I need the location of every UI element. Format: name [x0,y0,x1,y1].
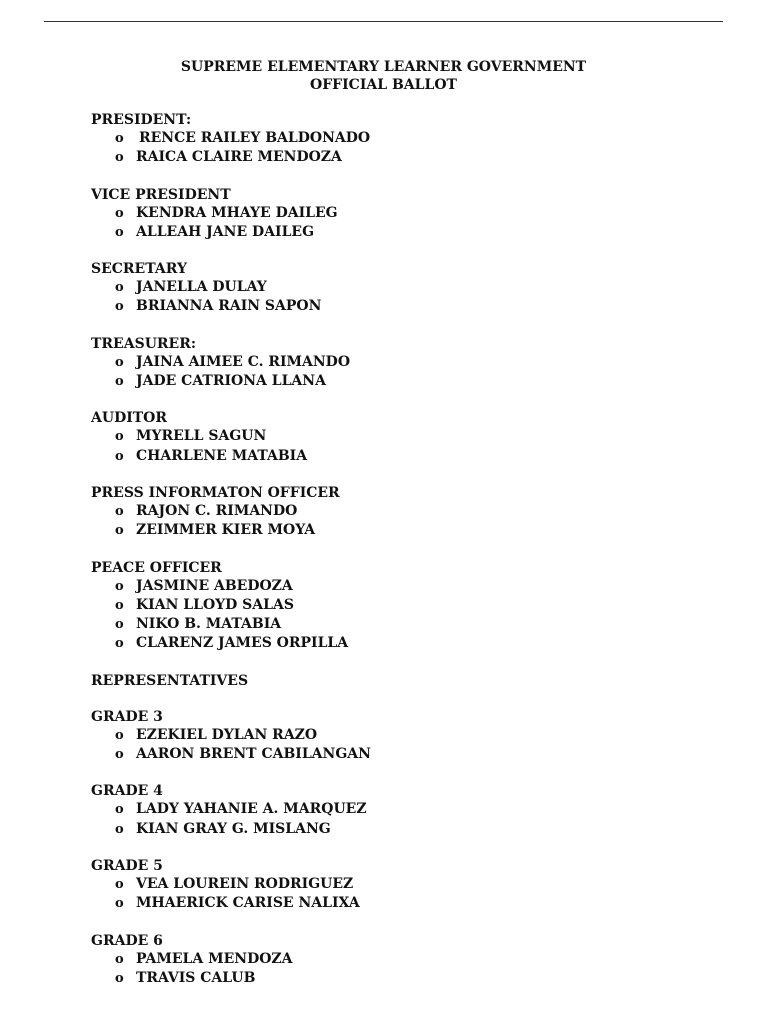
candidate-item [91,969,691,988]
ballot-sections [91,111,691,988]
candidate-name: MYRELL SAGUN [136,428,267,445]
section-heading: GRADE 3 [91,708,163,725]
candidate-name: AARON BRENT CABILANGAN [136,746,371,763]
section-heading: TREASURER: [91,335,197,352]
bullet-circle-icon: o [115,802,124,818]
ballot-section [91,409,691,466]
candidate-item [91,427,691,446]
bullet-circle-icon: o [115,503,124,519]
ballot-title-line-1: SUPREME ELEMENTARY LEARNER GOVERNMENT [180,59,587,75]
candidate-name: JAINA AIMEE C. RIMANDO [136,353,351,370]
bullet-circle-icon: o [115,224,124,240]
candidate-name: CLARENZ JAMES ORPILLA [136,635,349,652]
section-heading: PRESS INFORMATON OFFICER [91,484,340,501]
section-heading: VICE PRESIDENT [91,186,231,203]
bullet-circle-icon: o [115,617,124,633]
bullet-circle-icon: o [115,747,124,763]
candidate-name: JADE CATRIONA LLANA [136,373,326,390]
candidate-name: NIKO B. MATABIA [136,616,282,633]
candidate-name: LADY YAHANIE A. MARQUEZ [136,801,367,818]
candidate-name: CHARLENE MATABIA [136,447,308,464]
ballot-section [91,484,691,541]
candidate-item [91,894,691,913]
bullet-circle-icon: o [115,821,124,837]
candidate-item [91,745,691,764]
candidate-item [91,353,691,372]
candidate-item [91,372,691,391]
candidate-item [91,148,691,167]
candidate-item [91,447,691,466]
candidate-name: KENDRA MHAYE DAILEG [136,204,338,221]
ballot-title [91,58,676,94]
top-horizontal-rule [44,21,723,22]
candidate-item [91,800,691,819]
candidate-name: BRIANNA RAIN SAPON [136,298,322,315]
candidate-name: RAICA CLAIRE MENDOZA [136,149,342,166]
ballot-section [91,672,691,690]
bullet-circle-icon: o [115,578,124,594]
bullet-circle-icon: o [115,597,124,613]
section-heading: GRADE 6 [91,932,163,949]
ballot-section [91,260,691,317]
bullet-circle-icon: o [115,354,124,370]
candidate-name: ALLEAH JANE DAILEG [136,223,315,240]
candidate-item [91,297,691,316]
bullet-circle-icon: o [115,131,124,146]
ballot-section [91,782,691,839]
section-heading: GRADE 5 [91,857,163,874]
bullet-circle-icon: o [115,429,124,445]
candidate-name: EZEKIEL DYLAN RAZO [136,726,318,743]
candidate-item [91,278,691,297]
ballot-section [91,857,691,914]
section-heading: GRADE 4 [91,783,163,800]
section-heading: REPRESENTATIVES [91,672,249,689]
candidate-name: MHAERICK CARISE NALIXA [136,895,360,912]
bullet-circle-icon: o [115,299,124,315]
candidate-item [91,596,691,615]
candidate-name: KIAN LLOYD SALAS [136,596,294,613]
bullet-circle-icon: o [115,727,124,743]
bullet-circle-icon: o [115,374,124,390]
ballot-document [91,58,691,988]
bullet-circle-icon: o [115,970,124,986]
candidate-name: KIAN GRAY G. MISLANG [136,820,331,837]
bullet-circle-icon: o [115,896,124,912]
candidate-name: PAMELA MENDOZA [136,950,293,967]
section-heading: AUDITOR [91,410,168,427]
bullet-circle-icon: o [115,280,124,296]
candidate-item [91,521,691,540]
section-heading: PRESIDENT: [91,112,192,128]
candidate-name: RENCE RAILEY BALDONADO [139,130,371,146]
candidate-item [91,204,691,223]
section-heading: SECRETARY [91,261,187,278]
candidate-name: TRAVIS CALUB [136,969,256,986]
ballot-section [91,111,691,168]
candidate-name: ZEIMMER KIER MOYA [136,522,316,539]
candidate-item [91,129,691,148]
bullet-circle-icon: o [115,876,124,892]
bullet-circle-icon: o [115,448,124,464]
ballot-section [91,186,691,243]
candidate-item [91,577,691,596]
bullet-circle-icon: o [115,636,124,652]
ballot-section [91,335,691,392]
candidate-item [91,223,691,242]
ballot-section [91,708,691,765]
candidate-item [91,726,691,745]
candidate-name: VEA LOUREIN RODRIGUEZ [136,875,354,892]
ballot-section [91,932,691,989]
ballot-title-line-2: OFFICIAL BALLOT [310,77,457,93]
bullet-circle-icon: o [115,523,124,539]
candidate-item [91,634,691,653]
bullet-circle-icon: o [115,951,124,967]
candidate-name: JASMINE ABEDOZA [136,577,293,594]
ballot-section [91,559,691,654]
candidate-item [91,875,691,894]
bullet-circle-icon: o [115,150,124,166]
candidate-name: RAJON C. RIMANDO [136,502,298,519]
candidate-name: JANELLA DULAY [136,279,267,296]
candidate-item [91,615,691,634]
candidate-item [91,820,691,839]
candidate-item [91,502,691,521]
bullet-circle-icon: o [115,205,124,221]
section-heading: PEACE OFFICER [91,559,222,576]
candidate-item [91,950,691,969]
